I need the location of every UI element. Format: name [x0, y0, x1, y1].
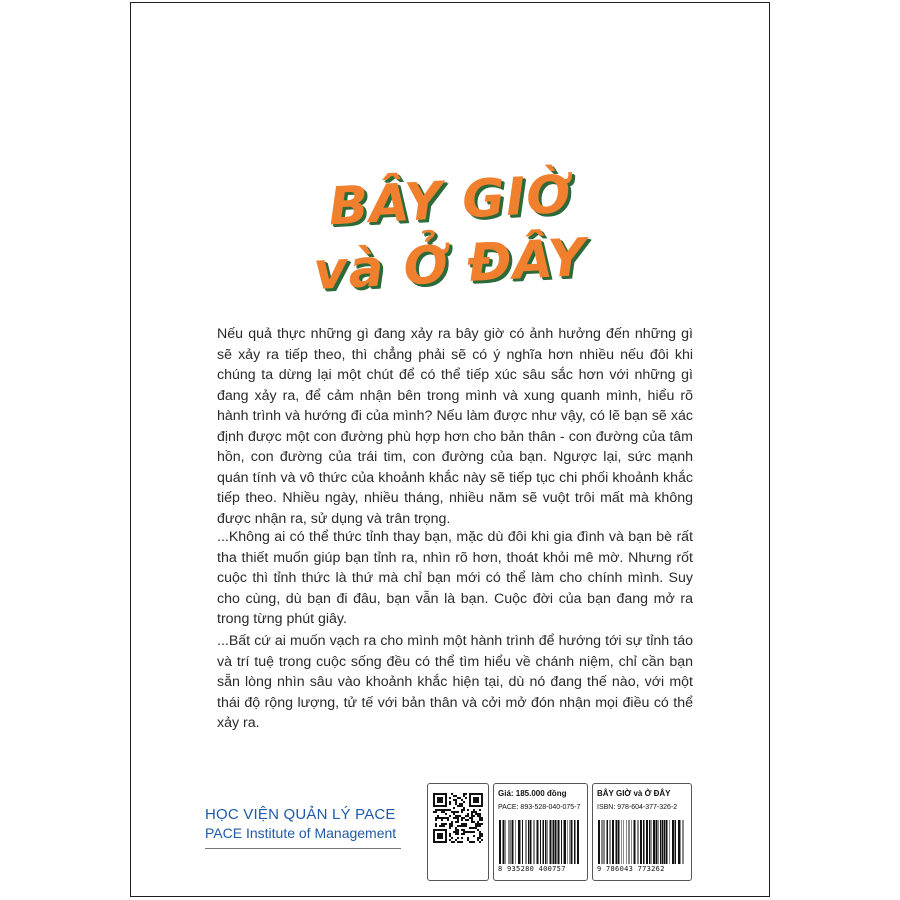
pace-code-text: PACE: 893-528-040-075-7 [498, 804, 581, 811]
barcode-number: 8 935280 400757 [498, 865, 566, 873]
publisher-name-vi: HỌC VIỆN QUẢN LÝ PACE [205, 806, 396, 823]
blurb-paragraph-1: Nếu quả thực những gì đang xảy ra bây giờ có ảnh hưởng đến những gì sẽ xảy ra tiếp theo, thì chẳng phải sẽ có ý nghĩa hơn nhiều nếu đôi khi chúng ta dừng lại một chút để có thể tiếp xúc sâu sắc hơn với những gì đang xảy ra, để cảm nhận bên trong mình và xung quanh mình, hiểu rõ hành trình và hướng đi của mình? Nếu làm được như vậy, có lẽ bạn sẽ xác định được một con đường phù hợp hơn cho bản thân - con đường của tâm hồn, con đường của trái tim, con đường của bạn. Ngược lại, sức mạnh quán tính và vô thức của khoảnh khắc này sẽ tiếp tục chi phối khoảnh khắc tiếp theo. Nhiều ngày, nhiều tháng, nhiều năm sẽ vuột trôi mất mà không được nhận ra, sử dụng và trân trọng. [217, 326, 693, 527]
blurb-paragraph-2: ...Không ai có thể thức tỉnh thay bạn, mặc dù đôi khi gia đình và bạn bè rất tha thiết muốn giúp bạn tỉnh ra, nhìn rõ hơn, thoát khỏi mê mờ. Nhưng rốt cuộc thì tỉnh thức là thứ mà chỉ bạn mới có thể làm cho chính mình. Suy cho cùng, dù bạn đi đâu, bạn vẫn là bạn. Cuộc đời của bạn đang mở ra trong từng phút giây. [217, 529, 693, 627]
isbn-text: ISBN: 978-604-377-326-2 [597, 804, 678, 811]
book-title-line-1: BÂY GIỜ [327, 164, 573, 238]
publisher-name-en: PACE Institute of Management [205, 825, 397, 841]
qr-code-label [427, 783, 489, 881]
price-text: Giá: 185.000 đồng [498, 789, 567, 798]
price-label [493, 783, 588, 881]
barcode-icon [499, 820, 583, 864]
blurb-paragraph-3: ...Bất cứ ai muốn vạch ra cho mình một hành trình để hướng tới sự tỉnh táo và trí tuệ trong cuộc sống đều có thể tìm hiểu về chánh niệm, chỉ cần bạn sẵn lòng nhìn sâu vào khoảnh khắc hiện tại, dù nó đang thế nào, với một thái độ rộng lượng, tử tế với bản thân và cởi mở đón nhận mọi điều có thể xảy ra. [217, 633, 693, 731]
publisher-divider [205, 848, 401, 849]
book-back-cover [130, 2, 770, 897]
qr-code-icon [433, 793, 483, 843]
book-title-line-2: và Ở ĐÂY [311, 227, 589, 303]
isbn-label [592, 783, 692, 881]
barcode-icon [598, 820, 686, 864]
isbn-title-text: BÂY GIỜ và Ở ĐÂY [597, 789, 671, 798]
publisher-block [205, 806, 405, 849]
barcode-number: 9 786043 773262 [597, 865, 665, 873]
